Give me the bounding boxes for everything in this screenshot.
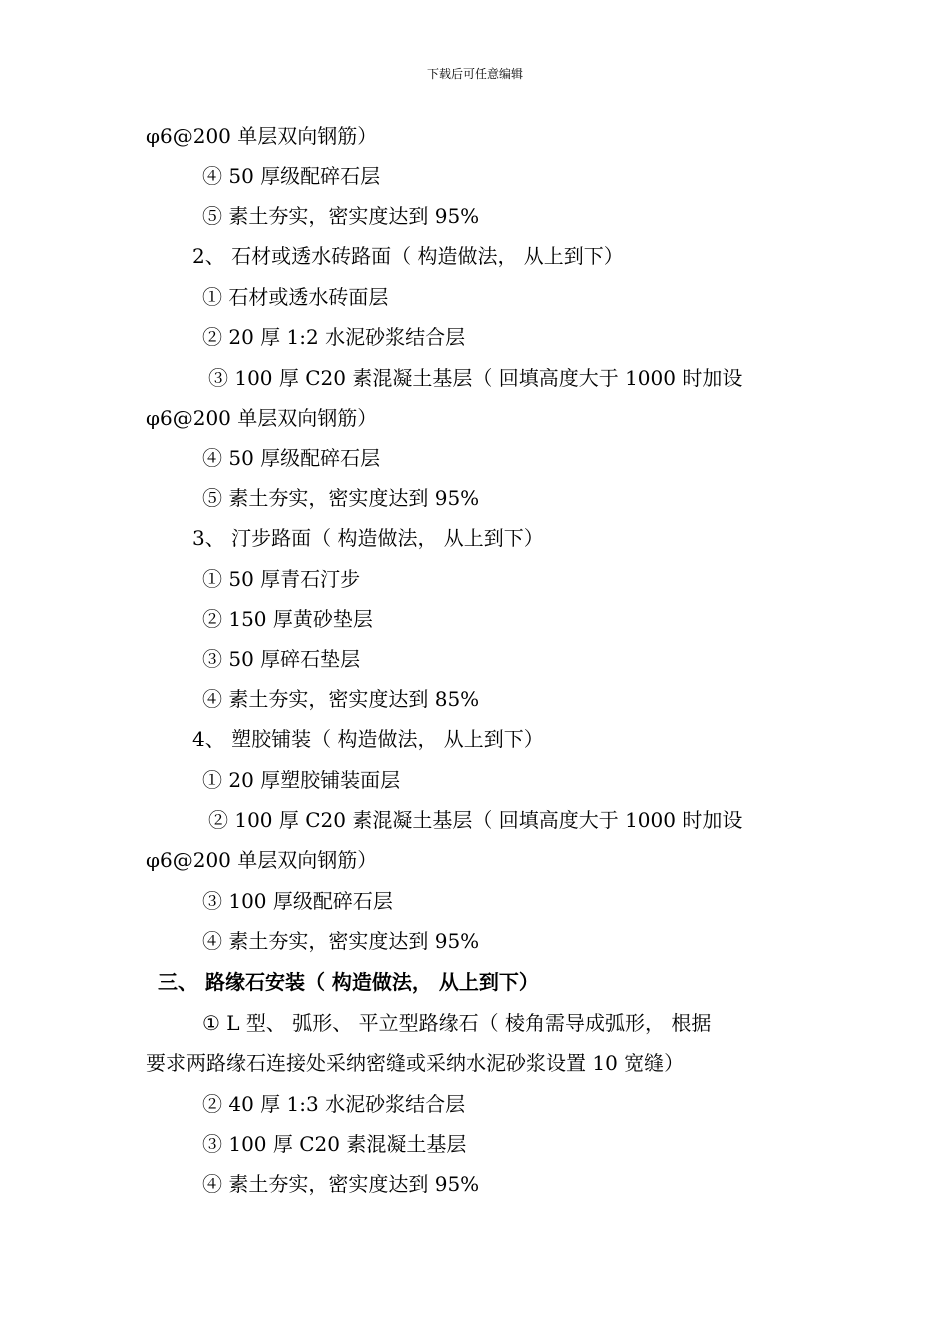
text-line: ④ 50 厚级配碎石层 — [202, 164, 381, 188]
text-line: ① 50 厚青石汀步 — [202, 567, 361, 591]
text-line: ② 40 厚 1:3 水泥砂浆结合层 — [202, 1092, 466, 1116]
text-line: ② 20 厚 1:2 水泥砂浆结合层 — [202, 325, 466, 349]
text-line: ① 石材或透水砖面层 — [202, 285, 389, 309]
text-line: φ6@200 单层双向钢筋） — [146, 848, 378, 872]
text-line: ③ 100 厚 C20 素混凝土基层 — [202, 1132, 467, 1156]
text-line: ② 100 厚 C20 素混凝土基层（ 回填高度大于 1000 时加设 — [208, 808, 743, 832]
text-line: ② 150 厚黄砂垫层 — [202, 607, 373, 631]
text-line: ① 20 厚塑胶铺装面层 — [202, 768, 401, 792]
text-line: ④ 50 厚级配碎石层 — [202, 446, 381, 470]
text-line: ④ 素土夯实，密实度达到 85% — [202, 687, 480, 711]
text-line: ⑤ 素土夯实，密实度达到 95% — [202, 204, 480, 228]
text-line: ④ 素土夯实，密实度达到 95% — [202, 929, 480, 953]
text-line: φ6@200 单层双向钢筋） — [146, 124, 378, 148]
text-line: 2、 石材或透水砖路面（ 构造做法， 从上到下） — [192, 244, 624, 268]
page-header: 下载后可任意编辑 — [426, 67, 523, 81]
text-line: φ6@200 单层双向钢筋） — [146, 406, 378, 430]
text-line: 3、 汀步路面（ 构造做法， 从上到下） — [192, 526, 544, 550]
text-line: ③ 100 厚级配碎石层 — [202, 889, 393, 913]
text-line: ③ 100 厚 C20 素混凝土基层（ 回填高度大于 1000 时加设 — [208, 366, 743, 390]
text-line: ⑤ 素土夯实，密实度达到 95% — [202, 486, 480, 510]
section-heading: 三、 路缘石安装（ 构造做法， 从上到下） — [158, 970, 539, 994]
text-line: ① L 型、 弧形、 平立型路缘石（ 棱角需导成弧形， 根据 — [202, 1011, 712, 1035]
text-line: ③ 50 厚碎石垫层 — [202, 647, 361, 671]
text-line: ④ 素土夯实，密实度达到 95% — [202, 1172, 480, 1196]
text-line: 要求两路缘石连接处采纳密缝或采纳水泥砂浆设置 10 宽缝） — [146, 1051, 685, 1075]
text-line: 4、 塑胶铺装（ 构造做法， 从上到下） — [192, 727, 544, 751]
